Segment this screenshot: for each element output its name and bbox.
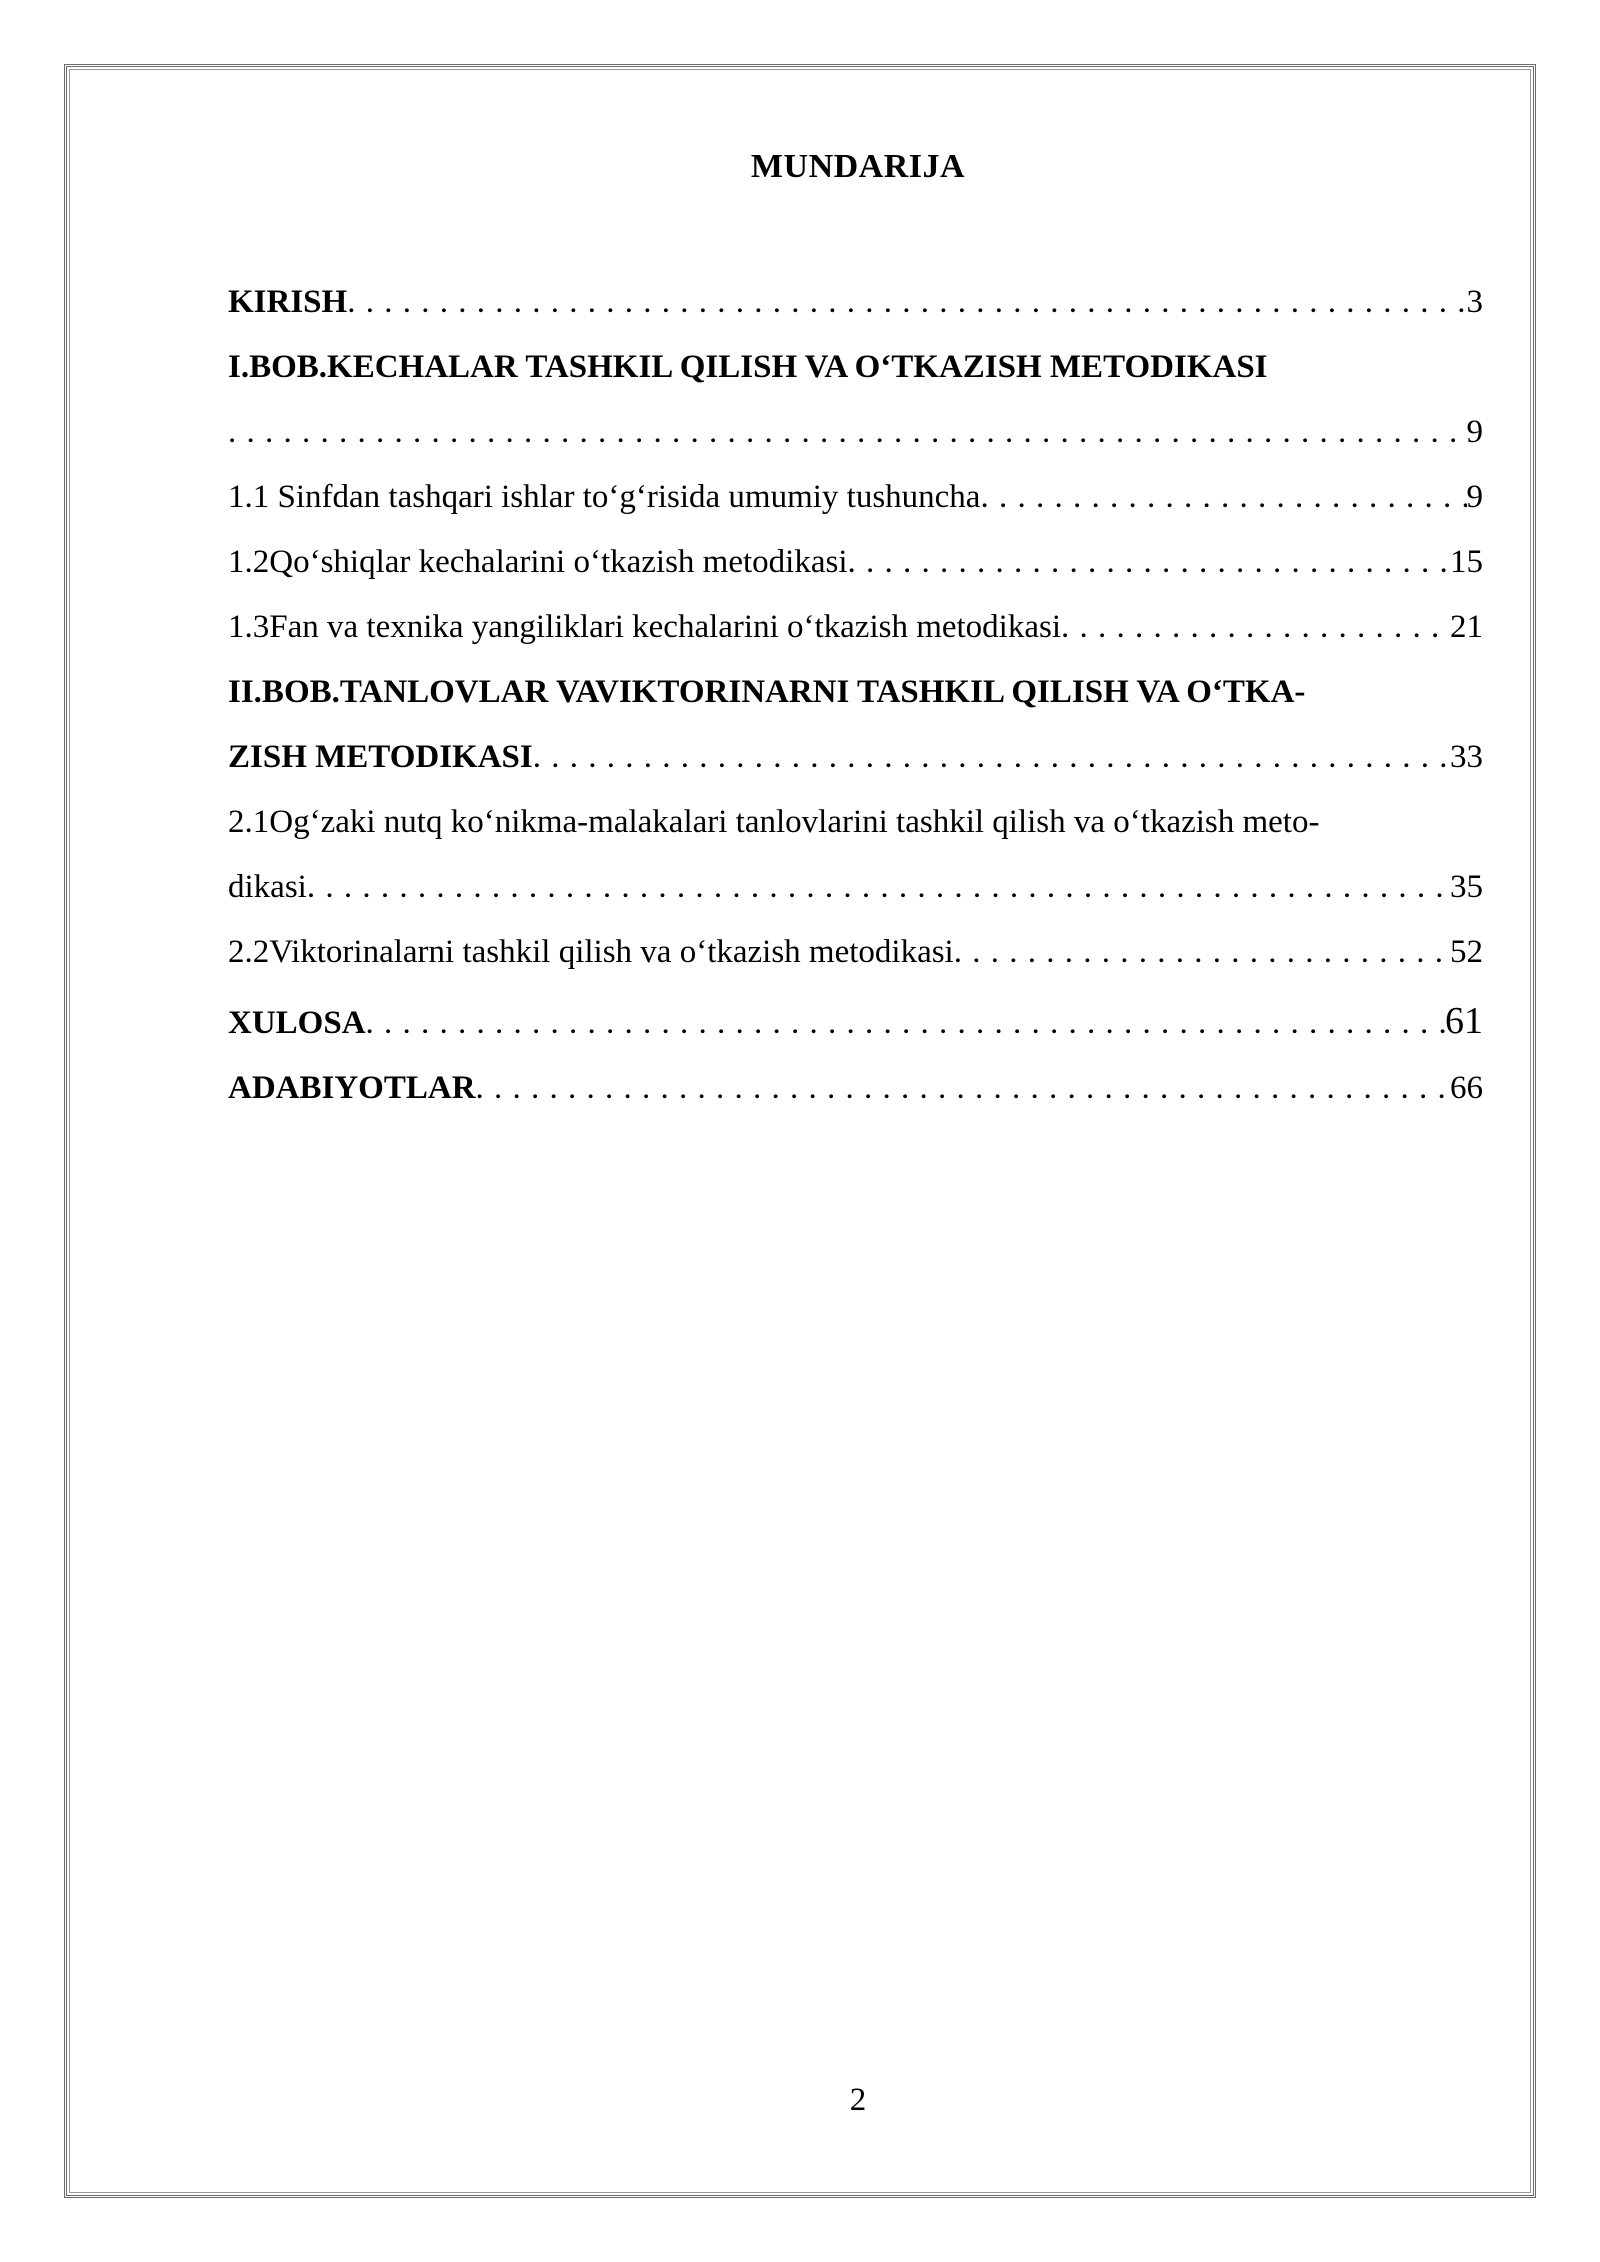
page-number: 2 [849,2082,867,2118]
toc-entry-2-2[interactable] [228,920,1483,985]
page-title: MUNDARIJA [750,148,966,185]
toc-entry-label: dikasi [228,869,307,905]
toc-entry-kirish[interactable] [228,270,1483,335]
toc-entry-label: XULOSA [228,1005,366,1041]
toc-page-number: 9 [1466,479,1483,515]
toc-entry-xulosa[interactable] [228,989,1483,1056]
toc-entry-label: 1.1 Sinfdan tashqari ishlar to‘g‘risida umumiy tushuncha [228,479,981,515]
toc-dot-leader [954,920,1450,985]
toc-dot-leader [848,530,1451,595]
toc-dot-leader [307,855,1450,920]
toc-dot-leader [347,270,1466,335]
toc-entry-2-1-line1[interactable]: 2.1Og‘zaki nutq ko‘nikma-malakalari tanlovlarini tashkil qilish va o‘tkazish meto- [228,804,1320,840]
toc-page-number: 3 [1466,284,1483,320]
toc-page-number: 21 [1450,609,1483,645]
toc-dot-leader [533,725,1450,790]
toc-entry-1-1[interactable] [228,465,1483,530]
toc-dot-leader [366,991,1445,1056]
toc-page-number: 61 [1445,1000,1483,1042]
toc-entry-bob2-title-line2[interactable] [228,725,1483,790]
toc-entry-label: 1.3Fan va texnika yangiliklari kechalarini o‘tkazish metodikasi [228,609,1062,645]
toc-entry-label: 1.2Qo‘shiqlar kechalarini o‘tkazish metodikasi [228,544,848,580]
toc-page-number: 9 [1466,414,1483,450]
toc-entry-1-3[interactable] [228,595,1483,660]
toc-entry-label: 2.2Viktorinalarni tashkil qilish va o‘tkazish metodikasi [228,934,954,970]
toc-dot-leader [228,400,1467,465]
toc-entry-2-1-line2[interactable] [228,855,1483,920]
toc-page-number: 66 [1450,1070,1483,1106]
toc-entry-label: ZISH METODIKASI [228,739,533,775]
toc-entry-label: KIRISH [228,284,348,320]
toc-entry-1-2[interactable] [228,530,1483,595]
table-of-contents [228,270,1483,1121]
toc-entry-bob1-page-line[interactable] [228,400,1483,465]
toc-entry-adabiyotlar[interactable] [228,1056,1483,1121]
toc-page-number: 33 [1450,739,1483,775]
toc-page-number: 15 [1450,544,1483,580]
toc-page-number: 52 [1450,934,1483,970]
toc-entry-bob1-title[interactable]: I.BOB.KECHALAR TASHKIL QILISH VA O‘TKAZISH METODIKASI [228,349,1268,385]
toc-dot-leader [476,1056,1450,1121]
toc-dot-leader [980,465,1466,530]
toc-dot-leader [1061,595,1450,660]
toc-entry-label: ADABIYOTLAR [228,1070,476,1106]
toc-entry-bob2-title-line1[interactable]: II.BOB.TANLOVLAR VAVIKTORINARNI TASHKIL QILISH VA O‘TKA- [228,674,1306,710]
toc-page-number: 35 [1450,869,1483,905]
